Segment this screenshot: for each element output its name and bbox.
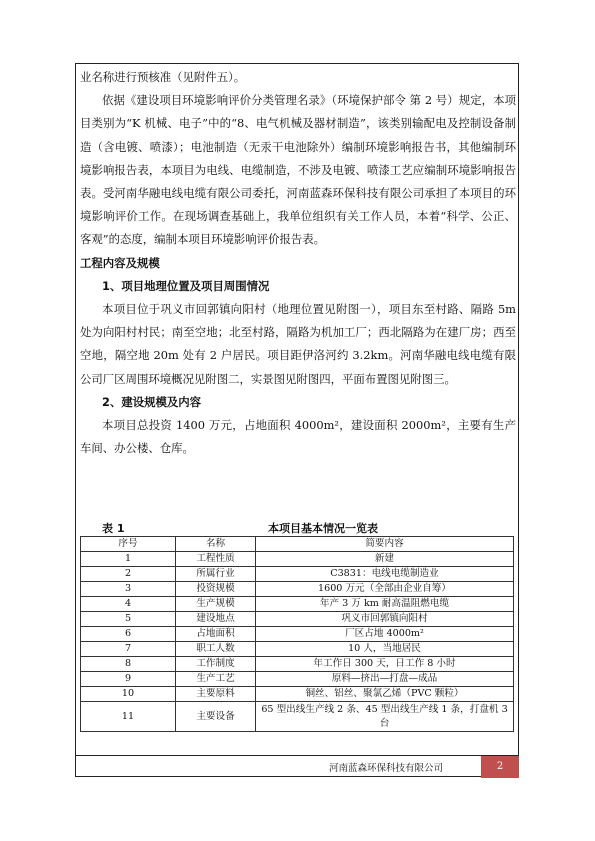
- cell-no: 6: [81, 627, 176, 642]
- cell-name: 工程性质: [176, 552, 256, 567]
- document-body: [80, 66, 516, 460]
- cell-name: 所属行业: [176, 567, 256, 582]
- cell-name: 主要原料: [176, 687, 256, 702]
- cell-content: 10 人，当地居民: [256, 642, 514, 657]
- page-footer: [75, 755, 519, 778]
- cell-content: 原料—挤出—打盘—成品: [256, 672, 514, 687]
- cell-name: 主要设备: [176, 702, 256, 732]
- cell-no: 1: [81, 552, 176, 567]
- cell-name: 占地面积: [176, 627, 256, 642]
- page-number-badge: 2: [481, 756, 519, 778]
- cell-name: 职工人数: [176, 642, 256, 657]
- cell-name: 生产工艺: [176, 672, 256, 687]
- cell-content: 新建: [256, 552, 514, 567]
- section-heading: 工程内容及规模: [80, 255, 160, 270]
- subheading-1: 1、项目地理位置及项目周围情况: [102, 278, 270, 293]
- cell-content: 巩义市回郭镇向阳村: [256, 612, 514, 627]
- header-content: 简要内容: [256, 537, 514, 552]
- table-row: [81, 582, 514, 597]
- cell-no: 5: [81, 612, 176, 627]
- table-row: [81, 627, 514, 642]
- table-number: 表 1: [102, 522, 125, 535]
- cell-content: 年工作日 300 天，日工作 8 小时: [256, 657, 514, 672]
- paragraph-1: 业名称进行预核准（见附件五）。: [80, 70, 246, 84]
- table-row: [81, 687, 514, 702]
- header-no: 序号: [81, 537, 176, 552]
- cell-no: 7: [81, 642, 176, 657]
- table-row: [81, 672, 514, 687]
- cell-no: 8: [81, 657, 176, 672]
- cell-content: 年产 3 万 km 耐高温阻燃电缆: [256, 597, 514, 612]
- cell-no: 4: [81, 597, 176, 612]
- cell-content: 铜丝、铝丝、聚氯乙烯（PVC 颗粒）: [256, 687, 514, 702]
- table-row: [81, 612, 514, 627]
- cell-no: 9: [81, 672, 176, 687]
- table-title: 本项目基本情况一览表: [268, 522, 378, 535]
- footer-company: 河南蓝森环保科技有限公司: [328, 763, 443, 774]
- table-row: [81, 657, 514, 672]
- cell-content: C3831：电线电缆制造业: [256, 567, 514, 582]
- cell-content: 厂区占地 4000m²: [256, 627, 514, 642]
- cell-content: 65 型出线生产线 2 条、45 型出线生产线 1 条，打盘机 3 台: [256, 702, 514, 732]
- paragraph-4: 本项目总投资 1400 万元，占地面积 4000m²，建设面积 2000m²，主要有生产车间、办公楼、仓库。: [80, 418, 516, 456]
- table-row: [81, 567, 514, 582]
- cell-name: 生产规模: [176, 597, 256, 612]
- cell-name: 建设地点: [176, 612, 256, 627]
- table-row: [81, 702, 514, 732]
- header-name: 名称: [176, 537, 256, 552]
- paragraph-3: 本项目位于巩义市回郭镇向阳村（地理位置见附图一），项目东至村路、隔路 5m 处为向阳村村民；南至空地；北至村路，隔路为机加工厂；西北隔路为在建厂房；西至空地，隔空地 20m 处有 2 户居民。项目距伊洛河约 3.2km。河南华融电线电缆有限公司厂区周围环境概况见附图二，实景图见附图四，平面布置图见附图三。: [80, 302, 516, 386]
- cell-no: 11: [81, 702, 176, 732]
- table-row: [81, 597, 514, 612]
- cell-no: 2: [81, 567, 176, 582]
- table-row: [81, 552, 514, 567]
- project-info-table: [80, 536, 514, 732]
- cell-no: 3: [81, 582, 176, 597]
- table-row: [81, 642, 514, 657]
- cell-name: 投资规模: [176, 582, 256, 597]
- subheading-2: 2、建设规模及内容: [102, 394, 202, 409]
- cell-name: 工作制度: [176, 657, 256, 672]
- table-header-row: [81, 537, 514, 552]
- cell-content: 1600 万元（全部由企业自筹）: [256, 582, 514, 597]
- table-caption: [80, 518, 516, 536]
- paragraph-2: 依据《建设项目环境影响评价分类管理名录》（环境保护部令 第 2 号）规定，本项目类别为“K 机械、电子”中的“8、电气机械及器材制造”，该类别输配电及控制设备制造（含电镀、喷漆）；电池制造（无汞干电池除外）编制环境影响报告书，其他编制环境影响报告表，本项目为电线、电缆制造，不涉及电镀、喷漆工艺应编制环境影响报告表。受河南华融电线电缆有限公司委托，河南蓝森环保科技有限公司承担了本项目的环境影响评价工作。在现场调查基础上，我单位组织有关工作人员，本着“科学、公正、客观”的态度，编制本项目环境影响评价报告表。: [80, 93, 516, 247]
- cell-no: 10: [81, 687, 176, 702]
